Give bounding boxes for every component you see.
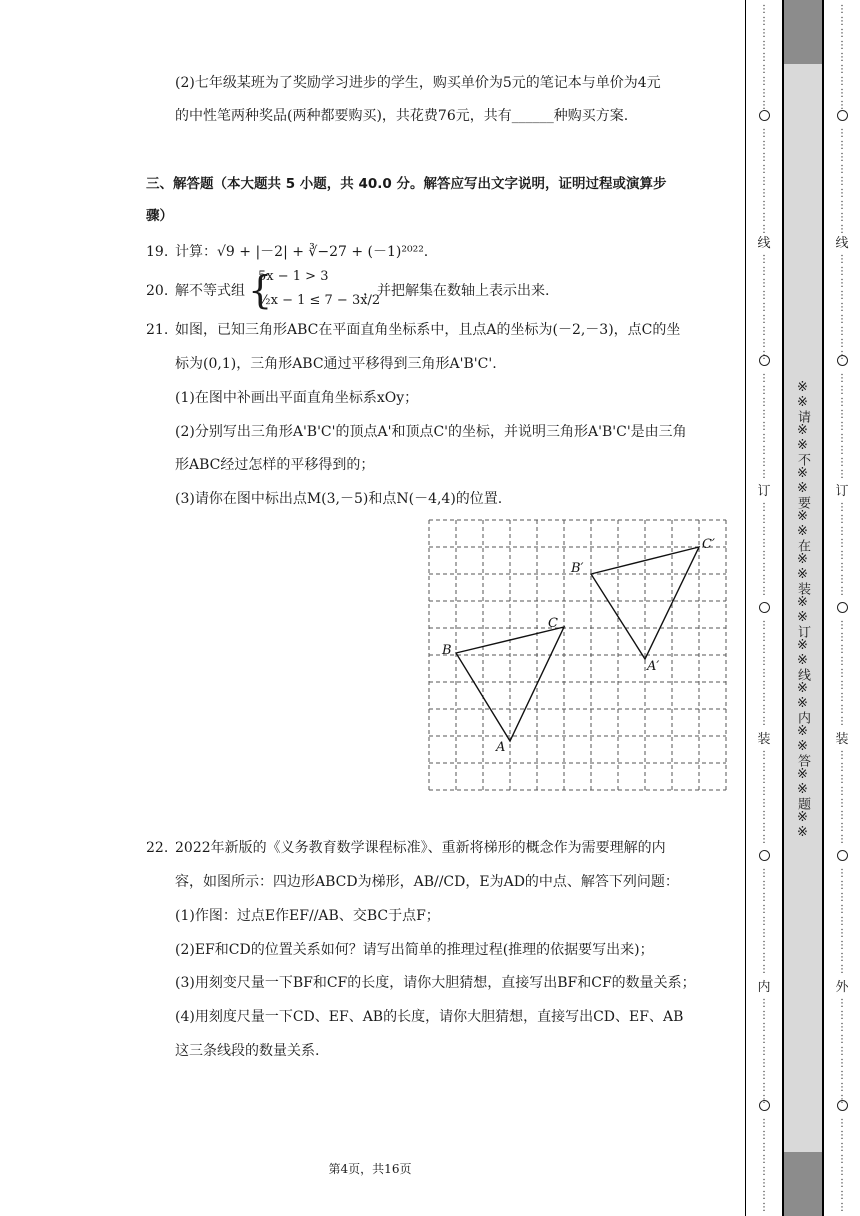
q22-sub4-line1: (4)用刻度尺量一下CD、EF、AB的长度，请你大胆猜想，直接写出CD、EF、AB (175, 1009, 684, 1025)
q22-number: 22. (146, 840, 169, 856)
inner-binding-dotted-line: ⋮ ⋮ ⋮ ⋮ ⋮ ⋮ ⋮ ⋮ ⋮ (759, 998, 769, 1105)
q18-2-line1: (2)七年级某班为了奖励学习进步的学生，购买单价为5元的笔记本与单价为4元 (175, 75, 661, 91)
q21-line2: 标为(0,1)，三角形ABC通过平移得到三角形A'B'C'. (175, 356, 497, 372)
outer-binding-circle (837, 602, 848, 613)
binding-warning-text: ※※请※※不※※要※※在※※装※※订※※线※※内※※答※※题※※ (795, 380, 810, 840)
q21-grid-figure (420, 515, 725, 800)
q22-sub3: (3)用刻变尺量一下BF和CF的长度，请你大胆猜想，直接写出BF和CF的数量关系； (175, 975, 696, 991)
inner-binding-dotted-line: ⋮ ⋮ ⋮ ⋮ ⋮ ⋮ ⋮ ⋮ (759, 750, 769, 845)
q22-line2: 容，如图所示：四边形ABCD为梯形，AB//CD，E为AD的中点、解答下列问题： (175, 874, 679, 890)
inner-binding-dotted-line: ⋮ ⋮ ⋮ ⋮ ⋮ ⋮ ⋮ ⋮ ⋮ (759, 620, 769, 727)
section3-heading-line2: 骤） (146, 208, 173, 224)
q22-line1: 2022年新版的《义务教育数学课程标准》、重新将梯形的概念作为需要理解的内 (175, 840, 666, 856)
label-A: A (496, 740, 506, 755)
q21-line1: 如图，已知三角形ABC在平面直角坐标系中，且点A的坐标为(－2,－3)，点C的坐 (175, 322, 681, 338)
q20-brace: { (248, 268, 273, 312)
q20-number: 20. (146, 283, 169, 299)
outer-binding-dotted-line: ⋮ ⋮ ⋮ ⋮ ⋮ ⋮ ⋮ ⋮ ⋮ (837, 4, 847, 111)
outer-binding-circle (837, 355, 848, 366)
inner-binding-circle (759, 602, 770, 613)
inner-binding-circle (759, 850, 770, 861)
inner-binding-dotted-line: ⋮ ⋮ ⋮ ⋮ ⋮ ⋮ ⋮ ⋮ ⋮ (759, 373, 769, 480)
inner-binding-label: 线 (757, 236, 771, 251)
q21-sub2-line1: (2)分别写出三角形A'B'C'的顶点A'和顶点C'的坐标，并说明三角形A'B'C'是由三角 (175, 424, 687, 440)
q20-inequality-2: ½x − 1 ≤ 7 − 3x/2 (258, 293, 381, 308)
outer-binding-dotted-line: ⋮ ⋮ ⋮ ⋮ ⋮ ⋮ ⋮ ⋮ ⋮ (837, 128, 847, 235)
outer-binding-circle (837, 110, 848, 121)
q22-sub1: (1)作图：过点E作EF//AB、交BC于点F； (175, 908, 440, 924)
q21-sub1: (1)在图中补画出平面直角坐标系xOy； (175, 390, 419, 406)
q21-sub2-line2: 形ABC经过怎样的平移得到的； (175, 457, 375, 473)
q22-sub4-line2: 这三条线段的数量关系. (175, 1043, 320, 1059)
outer-binding-dotted-line: ⋮ ⋮ ⋮ ⋮ ⋮ ⋮ ⋮ ⋮ (837, 750, 847, 845)
outer-binding-label: 订 (835, 484, 849, 499)
inner-binding-label: 订 (757, 484, 771, 499)
label-B: B (442, 643, 452, 658)
section3-heading-line1: 三、解答题（本大题共 5 小题，共 40.0 分。解答应写出文字说明，证明过程或演算步 (146, 176, 667, 192)
q22-sub2: (2)EF和CD的位置关系如何？请写出简单的推理过程(推理的依据要写出来)； (175, 942, 654, 958)
q20-prefix: 解不等式组 (175, 283, 245, 299)
outer-binding-label: 外 (835, 980, 849, 995)
inner-binding-label: 装 (757, 732, 771, 747)
inner-binding-dotted-line: ⋮ ⋮ ⋮ ⋮ ⋮ ⋮ ⋮ ⋮ ⋮ (759, 4, 769, 111)
outer-binding-label: 装 (835, 732, 849, 747)
label-B-prime: B′ (571, 561, 584, 576)
inner-binding-label: 内 (757, 980, 771, 995)
outer-binding-circle (837, 1100, 848, 1111)
outer-binding-dotted-line: ⋮ ⋮ ⋮ ⋮ ⋮ ⋮ ⋮ ⋮ ⋮ (837, 868, 847, 975)
q21-number: 21. (146, 322, 169, 338)
outer-binding-dotted-line: ⋮ ⋮ ⋮ ⋮ ⋮ ⋮ ⋮ ⋮ ⋮ (837, 998, 847, 1105)
label-C-prime: C′ (702, 537, 715, 552)
q19-text: 计算：√9 + |－2| + ∛−27 + (－1)²⁰²². (175, 244, 429, 260)
inner-binding-dotted-line: ⋮ ⋮ ⋮ ⋮ ⋮ ⋮ ⋮ ⋮ ⋮ (759, 868, 769, 975)
inner-binding-circle (759, 1100, 770, 1111)
outer-binding-label: 线 (835, 236, 849, 251)
inner-binding-circle (759, 355, 770, 366)
outer-binding-dotted-line: ⋮ ⋮ ⋮ ⋮ ⋮ ⋮ ⋮ ⋮ ⋮ (837, 620, 847, 727)
q19-number: 19. (146, 244, 169, 260)
inner-binding-dotted-line: ⋮ ⋮ ⋮ ⋮ ⋮ ⋮ ⋮ ⋮ (759, 1118, 769, 1213)
outer-binding-dotted-line: ⋮ ⋮ ⋮ ⋮ ⋮ ⋮ ⋮ ⋮ ⋮ (837, 373, 847, 480)
outer-binding-circle (837, 850, 848, 861)
q18-2-line2: 的中性笔两种奖品(两种都要购买)，共花费76元，共有______种购买方案. (175, 108, 629, 124)
q21-sub3: (3)请你在图中标出点M(3,－5)和点N(－4,4)的位置. (175, 491, 503, 507)
q20-suffix: ，并把解集在数轴上表示出来. (363, 283, 550, 299)
inner-binding-dotted-line: ⋮ ⋮ ⋮ ⋮ ⋮ ⋮ ⋮ ⋮ (759, 502, 769, 597)
inner-binding-dotted-line: ⋮ ⋮ ⋮ ⋮ ⋮ ⋮ ⋮ ⋮ ⋮ (759, 254, 769, 361)
outer-binding-dotted-line: ⋮ ⋮ ⋮ ⋮ ⋮ ⋮ ⋮ ⋮ ⋮ (837, 254, 847, 361)
page-footer: 第4页，共16页 (328, 1162, 412, 1176)
label-C: C (548, 616, 558, 631)
label-A-prime: A′ (647, 659, 660, 674)
inner-binding-circle (759, 110, 770, 121)
inner-binding-dotted-line: ⋮ ⋮ ⋮ ⋮ ⋮ ⋮ ⋮ ⋮ ⋮ (759, 128, 769, 235)
outer-binding-dotted-line: ⋮ ⋮ ⋮ ⋮ ⋮ ⋮ ⋮ ⋮ (837, 1118, 847, 1213)
q20-inequality-1: 5x − 1 > 3 (258, 269, 329, 284)
outer-binding-dotted-line: ⋮ ⋮ ⋮ ⋮ ⋮ ⋮ ⋮ ⋮ (837, 502, 847, 597)
